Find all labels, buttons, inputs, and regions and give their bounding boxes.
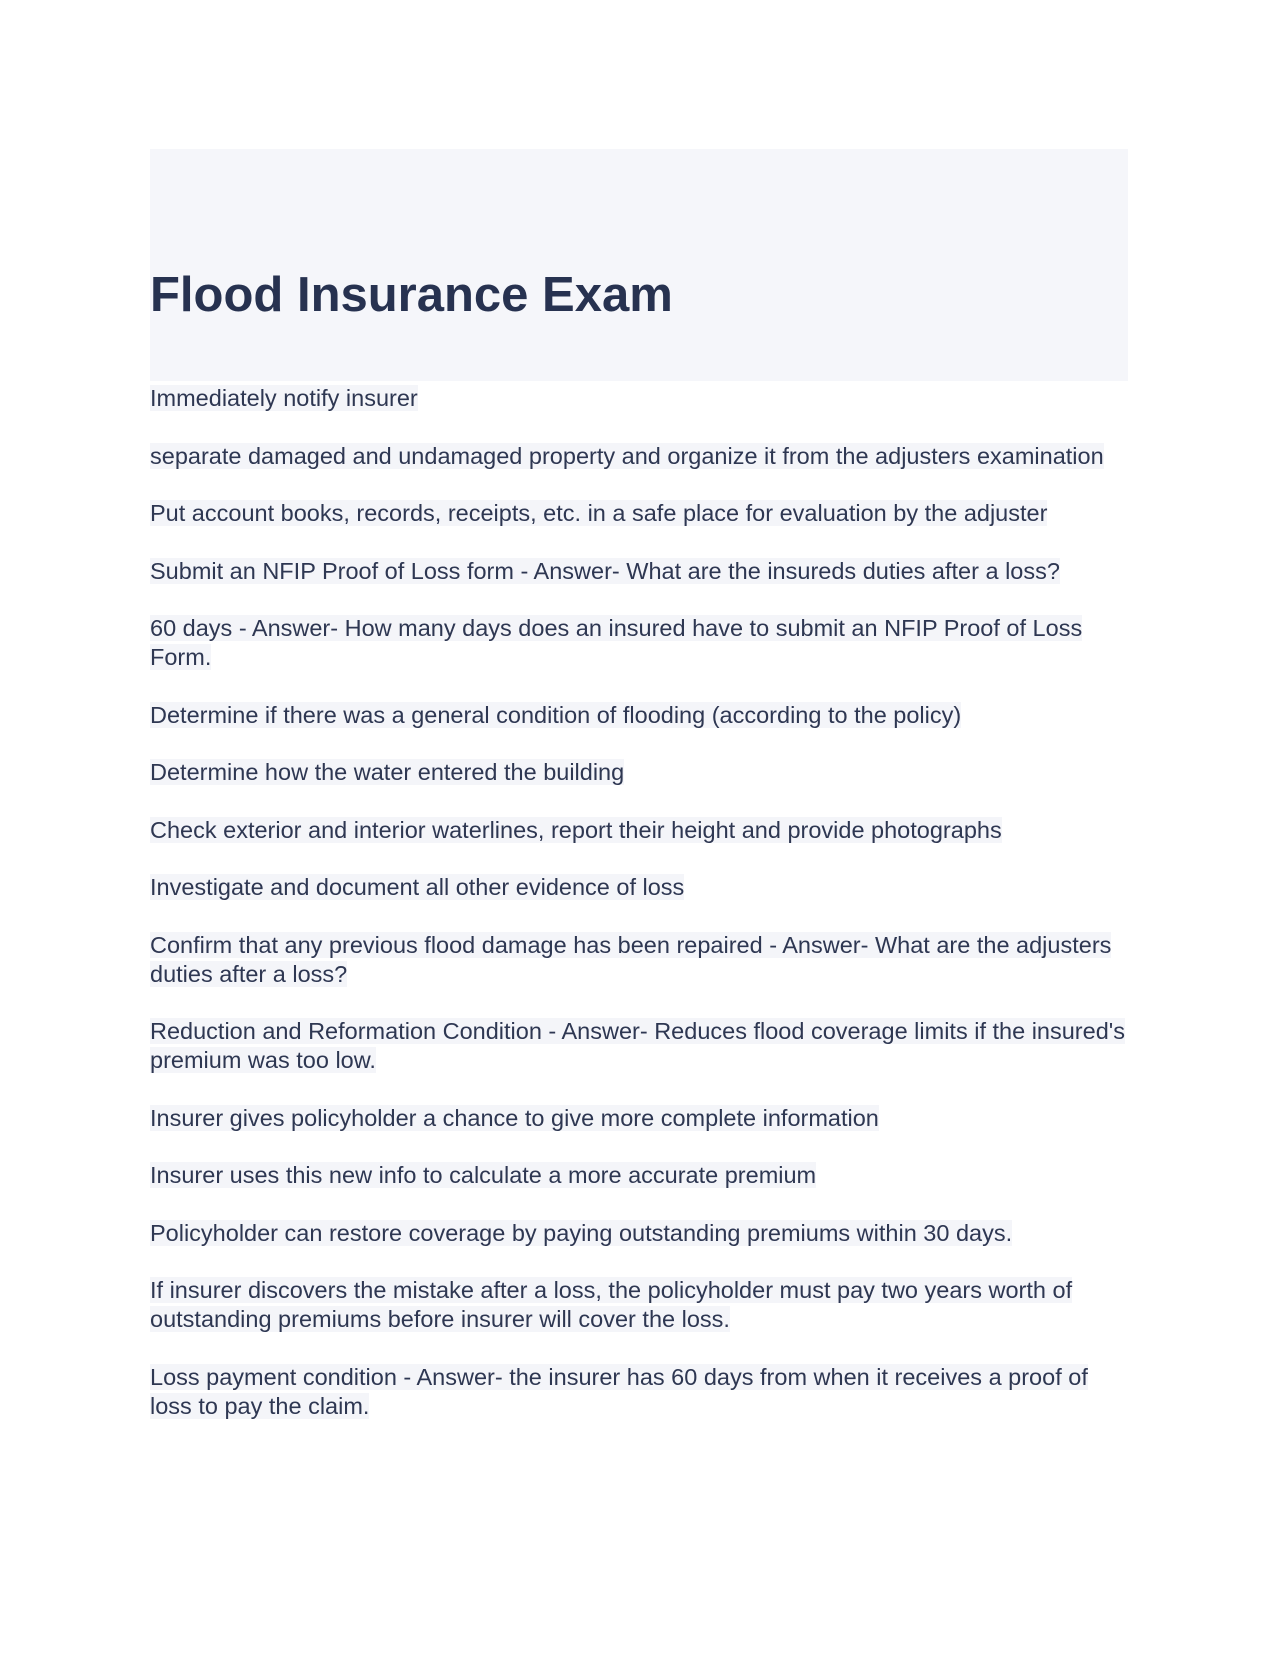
item-text: Policyholder can restore coverage by paying outstanding premiums within 30 days. [150, 1219, 1013, 1246]
list-item [150, 701, 1128, 730]
page-title: Flood Insurance Exam [150, 268, 673, 322]
document-page [150, 149, 1128, 1449]
item-text: Loss payment condition - Answer- the insurer has 60 days from when it receives a proof of loss to pay the claim. [150, 1363, 1088, 1419]
list-item [150, 1276, 1128, 1334]
list-item [150, 442, 1128, 471]
item-text: separate damaged and undamaged property and organize it from the adjusters examination [150, 442, 1104, 469]
item-text: Insurer uses this new info to calculate a more accurate premium [150, 1162, 817, 1188]
list-item [150, 816, 1128, 845]
title-band [150, 149, 1128, 381]
list-item [150, 931, 1128, 989]
item-text: Investigate and document all other evidence of loss [150, 874, 685, 900]
item-text: Submit an NFIP Proof of Loss form - Answer- What are the insureds duties after a loss? [150, 557, 1060, 584]
list-item [150, 1104, 1128, 1133]
list-item [150, 1161, 1128, 1190]
list-item [150, 758, 1128, 787]
item-text: Confirm that any previous flood damage has been repaired - Answer- What are the adjusters duties after a loss? [150, 931, 1112, 987]
item-text: Reduction and Reformation Condition - Answer- Reduces flood coverage limits if the insured's premium was too low. [150, 1018, 1126, 1073]
list-item [150, 1363, 1128, 1421]
list-item [150, 384, 1128, 413]
list-item [150, 614, 1128, 672]
item-text: Insurer gives policyholder a chance to give more complete information [150, 1104, 879, 1131]
item-text: Check exterior and interior waterlines, report their height and provide photographs [150, 816, 1002, 843]
list-item [150, 1219, 1128, 1248]
item-text: Put account books, records, receipts, etc. in a safe place for evaluation by the adjuster [150, 500, 1048, 526]
item-text: Determine if there was a general condition of flooding (according to the policy) [150, 701, 962, 728]
list-item [150, 873, 1128, 902]
item-text: Immediately notify insurer [150, 385, 418, 411]
list-item [150, 499, 1128, 528]
list-item [150, 1017, 1128, 1075]
item-text: Determine how the water entered the building [150, 759, 625, 785]
item-text: If insurer discovers the mistake after a loss, the policyholder must pay two years worth of outstanding premiums before insurer will cover the loss. [150, 1277, 1073, 1332]
content-list [150, 384, 1128, 1421]
item-text: 60 days - Answer- How many days does an insured have to submit an NFIP Proof of Loss Form. [150, 615, 1083, 670]
list-item [150, 557, 1128, 586]
